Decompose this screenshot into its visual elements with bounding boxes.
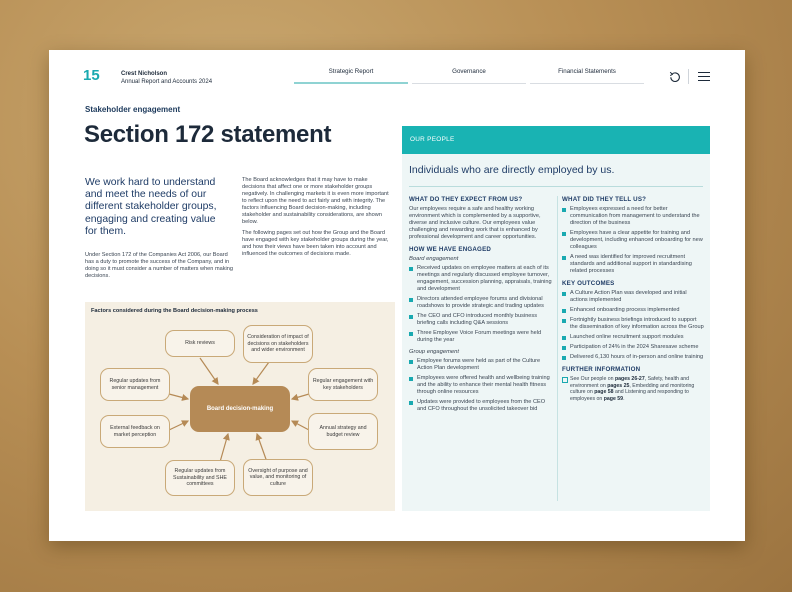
list-item: Participation of 24% in the 2024 Sharesave scheme [562, 344, 704, 351]
report-page [49, 50, 745, 541]
panel-left-column [409, 196, 552, 418]
page-reference[interactable]: page 58 [594, 389, 614, 396]
list-item: Employees were offered health and wellbeing training and the ability to enhance their mental health fitness through online resources [409, 375, 552, 396]
list-item: Received updates on employee matters at each of its meetings and regularly discussed employee turnover, engagement, succession planning, appraisals, training and development [409, 265, 552, 293]
node-external-feedback: External feedback on market perception [100, 415, 170, 448]
list-item: Delivered 6,130 hours of in-person and online training [562, 354, 704, 361]
told-list [562, 206, 704, 275]
nav-tab-label: Strategic Report [328, 68, 374, 75]
list-item: Updates were provided to employees from the CEO and CFO throughout the unsolicited takeover bid [409, 399, 552, 413]
panel-subtitle: Individuals who are directly employed by us. [409, 164, 615, 176]
node-stakeholder-impact: Consideration of impact of decisions on stakeholders and wider environment [243, 325, 313, 363]
page-reference[interactable]: pages 26-27 [615, 376, 645, 382]
nav-tab-strategic-report[interactable] [294, 68, 408, 84]
further-text: See Our people on [570, 376, 615, 382]
list-item: Three Employee Voice Forum meetings were held during the year [409, 330, 552, 344]
body-paragraph-left: Under Section 172 of the Companies Act 2006, our Board has a duty to promote the success of the Company, and in doing so it must consider a number of matters when making decisions. [85, 252, 233, 279]
report-name: Annual Report and Accounts 2024 [121, 79, 213, 85]
page-header [49, 50, 745, 92]
engaged-heading: HOW WE HAVE ENGAGED [409, 246, 492, 253]
board-engagement-list [409, 265, 552, 344]
node-senior-management-updates: Regular updates from senior management [100, 368, 170, 401]
further-information-link[interactable] [562, 376, 704, 402]
body-paragraph: The Board acknowledges that it may have to make decisions that affect one or more stakeholder groups negatively. In challenging markets it is even more important to reflect upon the need to act fairly and with integrity. The factors influencing Board decision-making, including stakeholder and sustainability considerations, are shown below. [242, 177, 389, 225]
our-people-panel [402, 126, 710, 511]
node-board-decision-making: Board decision-making [190, 386, 290, 432]
page-title: Section 172 statement [84, 121, 332, 148]
nav-tab-governance[interactable] [412, 68, 526, 84]
page-number: 15 [83, 67, 100, 84]
header-divider [688, 69, 689, 84]
decision-factors-diagram [85, 302, 395, 511]
list-item: A Culture Action Plan was developed and initial actions implemented [562, 290, 704, 304]
node-strategy-budget-review: Annual strategy and budget review [308, 413, 378, 450]
list-item: Directors attended employee forums and divisional roadshows to provide strategic and trading updates [409, 296, 552, 310]
panel-divider [409, 186, 703, 187]
further-text: , Safety, health and environment on [570, 376, 690, 389]
list-item: Employee forums were held as part of the Culture Action Plan development [409, 358, 552, 372]
board-engagement-label: Board engagement [409, 256, 459, 262]
list-item: Fortnightly business briefings introduced to support the dissemination of key information across the Group [562, 317, 704, 331]
panel-header-label: OUR PEOPLE [410, 136, 455, 143]
body-text-right [242, 177, 390, 262]
nav-tab-label: Financial Statements [558, 68, 616, 75]
node-risk-reviews: Risk reviews [165, 330, 235, 357]
list-item: Employees have a clear appetite for training and development, including enhanced onboarding for new colleagues [562, 230, 704, 251]
outcomes-list [562, 290, 704, 361]
page-reference[interactable]: page 59 [603, 395, 624, 402]
further-text: and Listening and responding to employees on [570, 389, 689, 402]
group-engagement-label: Group engagement [409, 349, 459, 355]
list-item: Launched online recruitment support modules [562, 334, 704, 341]
further-heading: FURTHER INFORMATION [562, 366, 641, 373]
reset-icon[interactable] [669, 71, 681, 83]
section-tag: Stakeholder engagement [85, 105, 181, 114]
panel-header [402, 126, 710, 154]
panel-column-divider [557, 196, 558, 501]
body-paragraph: The following pages set out how the Group and the Board have engaged with key stakeholder groups during the year, and how their views have been taken into account and influenced the outcomes of decisions made. [242, 230, 389, 257]
expect-heading: WHAT DO THEY EXPECT FROM US? [409, 196, 523, 203]
further-text: , Embedding and monitoring culture on [570, 382, 695, 396]
told-heading: WHAT DID THEY TELL US? [562, 196, 647, 203]
list-item: The CEO and CFO introduced monthly business briefing calls including Q&A sessions [409, 313, 552, 327]
list-item: Enhanced onboarding process implemented [562, 307, 704, 314]
menu-icon[interactable] [698, 72, 710, 82]
lead-paragraph: We work hard to understand and meet the needs of our different stakeholder groups, engaging and creating value for them. [85, 177, 217, 237]
list-item: Employees expressed a need for better communication from management to understand the direction of the business [562, 206, 704, 227]
nav-tab-label: Governance [452, 68, 486, 75]
group-engagement-list [409, 358, 552, 413]
diagram-title: Factors considered during the Board decision-making process [91, 308, 258, 314]
further-text: . [623, 395, 625, 402]
panel-right-column [562, 196, 704, 402]
node-stakeholder-engagement: Regular engagement with key stakeholders [308, 368, 378, 401]
outcomes-heading: KEY OUTCOMES [562, 280, 615, 287]
node-culture-oversight: Oversight of purpose and value, and monitoring of culture [243, 459, 313, 496]
company-name: Crest Nicholson [121, 71, 168, 77]
list-item: A need was identified for improved recruitment standards and additional support in standardising related processes [562, 254, 704, 275]
nav-tab-financial-statements[interactable] [530, 68, 644, 84]
company-info [121, 70, 212, 86]
expect-text: Our employees require a safe and healthy working environment which is complemented by a supportive, diverse and inclusive culture. Our employees value challenging and rewarding work that is enhanced by professional development and career opportunities. [409, 206, 541, 240]
page-reference[interactable]: pages 25 [607, 382, 630, 389]
node-sustainability-updates: Regular updates from Sustainability and SHE committees [165, 460, 235, 496]
